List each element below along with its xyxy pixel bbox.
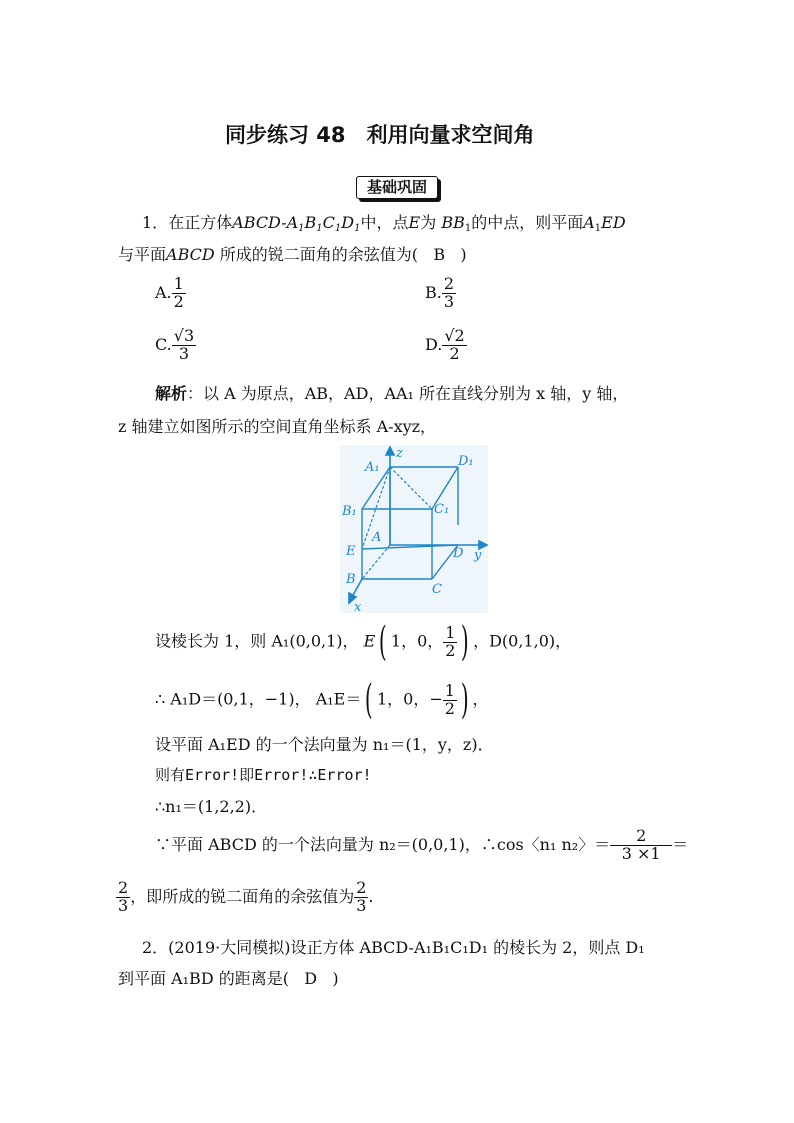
vector-values: 1，0，− <box>376 689 443 709</box>
q1-text: 中，点 <box>360 213 409 232</box>
answer-choice: D <box>304 969 318 988</box>
option-d <box>425 328 467 363</box>
paren-close: ) <box>461 619 470 665</box>
section-badge: 基础巩固 <box>356 176 438 199</box>
label-c: C <box>432 582 442 597</box>
question-1-line-2 <box>118 247 467 263</box>
numerator: 1 <box>173 274 184 293</box>
vector-line <box>155 677 489 723</box>
question-number: 1． <box>142 213 169 232</box>
q1-text: 的中点，则平面 <box>471 213 584 232</box>
segment-bb1: BB <box>441 213 465 232</box>
paren: ) <box>460 245 467 264</box>
coords-e-values: 1，0， <box>390 631 444 651</box>
error-line: 则有Error!即Error!∴Error! <box>155 766 372 784</box>
equals: ＝ <box>672 834 689 854</box>
paren-open: ( <box>379 619 388 665</box>
page-title: 同步练习 48 利用向量求空间角 <box>225 123 535 147</box>
label-x: x <box>354 600 362 613</box>
option-b <box>425 276 456 311</box>
point-e: E <box>408 213 421 232</box>
denominator: 3 <box>356 895 367 915</box>
label-d1: D₁ <box>458 454 474 469</box>
question-2-line-2 <box>118 971 339 987</box>
numerator: 2 <box>636 826 647 845</box>
numerator: √2 <box>444 326 465 345</box>
label-b: B <box>346 572 356 587</box>
cube-figure <box>340 445 488 613</box>
numerator: 1 <box>444 680 455 700</box>
solution-label: 解析 <box>155 384 188 403</box>
final-line <box>116 880 373 915</box>
denominator: 3 <box>443 291 455 311</box>
vector-a1e: A₁E＝ <box>315 689 362 709</box>
option-c <box>155 328 196 363</box>
paren-open: ( <box>365 677 374 723</box>
denominator: 3 <box>172 345 196 363</box>
label-z: z <box>396 446 403 461</box>
coords-text: 设棱长为 1，则 A₁(0,0,1)， <box>155 631 359 651</box>
label-c1: C₁ <box>434 502 450 517</box>
n2-text: ∵平面 ABCD 的一个法向量为 n₂＝(0,0,1)，∴cos〈n₁ n₂〉＝ <box>155 834 611 854</box>
cube-name: ABCD <box>232 213 282 232</box>
option-label: C. <box>155 334 172 354</box>
n1-result-line: ∴n₁＝(1,2,2)． <box>155 797 268 816</box>
plane-a1ed: A <box>583 213 595 232</box>
normal-vector-line: 设平面 A₁ED 的一个法向量为 n₁＝(1，y，z)． <box>155 735 494 754</box>
option-a <box>155 276 186 311</box>
option-label: D. <box>425 334 443 354</box>
denominator: 3 ×1 <box>610 845 672 863</box>
label-a1: A₁ <box>365 460 380 475</box>
solution-line-1 <box>155 386 628 402</box>
solution-text: ：以 A 为原点，AB，AD，AA₁ 所在直线分别为 x 轴，y 轴， <box>187 384 629 403</box>
denominator: 2 <box>444 698 455 718</box>
numerator: 2 <box>356 878 367 897</box>
label-a: A <box>372 530 382 545</box>
denominator: 2 <box>442 345 466 363</box>
label-d: D <box>453 546 464 561</box>
q2-text: 到平面 A₁BD 的距离是( <box>118 969 289 988</box>
q1-text: 为 <box>420 213 437 232</box>
option-label: A. <box>155 282 172 302</box>
option-label: B. <box>425 282 442 302</box>
numerator: √3 <box>173 326 195 345</box>
answer-choice: B <box>433 245 446 264</box>
comma: ， <box>472 689 489 709</box>
q1-text: 在正方体 <box>168 213 233 232</box>
denominator: 2 <box>173 291 184 311</box>
question-2-line-1: 2．(2019·大同模拟)设正方体 ABCD-A₁B₁C₁D₁ 的棱长为 2，则点 D₁ <box>142 938 645 957</box>
final-text: ，即所成的锐二面角的余弦值为 <box>130 886 355 906</box>
point-e: E <box>363 631 376 651</box>
vector-a1d: ∴ A₁D＝(0,1，−1)， <box>155 689 311 709</box>
cos-line <box>155 828 688 863</box>
coords-text: ，D(0,1,0)， <box>473 631 572 651</box>
q1-text: 与平面 <box>118 245 167 264</box>
paren-close: ) <box>460 677 469 723</box>
label-e: E <box>346 544 356 559</box>
numerator: 1 <box>445 622 456 642</box>
label-b1: B₁ <box>342 504 357 519</box>
solution-line-2: z 轴建立如图所示的空间直角坐标系 A-xyz， <box>118 417 437 436</box>
label-y: y <box>474 548 482 563</box>
numerator: 2 <box>443 274 455 293</box>
period: . <box>368 886 374 906</box>
q1-text: 所成的锐二面角的余弦值为( <box>219 245 419 264</box>
coords-line <box>155 619 572 665</box>
question-1-line-1: 1．在正方体ABCD-$A_1B_1C_1D_1$中，点E为 $BB_1$的中点，则平面$A_1ED$ <box>142 213 626 234</box>
plane-abcd: ABCD <box>166 245 215 264</box>
denominator: 2 <box>445 640 456 660</box>
paren: ) <box>332 969 339 988</box>
denominator: 3 <box>118 895 129 915</box>
numerator: 2 <box>118 878 129 897</box>
